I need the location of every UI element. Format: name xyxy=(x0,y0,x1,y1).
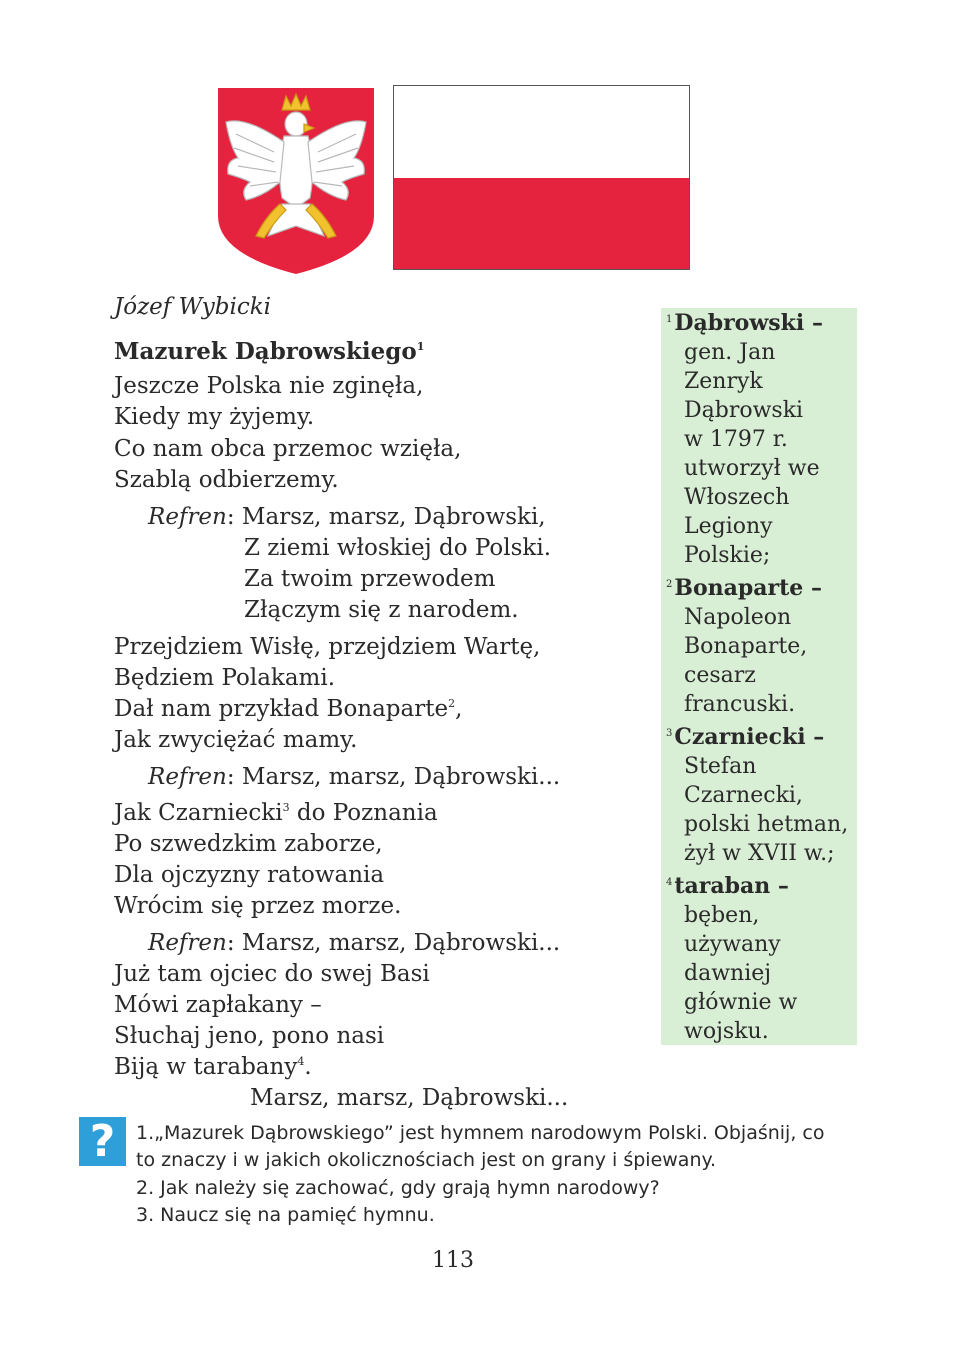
footnote-1-line: utworzył we xyxy=(684,456,820,481)
question-mark-icon: ? xyxy=(79,1117,126,1166)
footnote-3-line: Stefan xyxy=(684,754,757,779)
footnote-4-line: bęben, xyxy=(684,903,760,928)
poem-title-text: Mazurek Dąbrowskiego xyxy=(114,338,417,365)
refrain-short-text: : Marsz, marsz, Dąbrowski... xyxy=(226,764,561,790)
refrain-repeat-2 xyxy=(148,928,560,959)
stanza3-line1-rest: do Poznania xyxy=(289,800,438,826)
footnote-1-line: Polskie; xyxy=(684,543,771,568)
refrain-line2: Z ziemi włoskiej do Polski. xyxy=(244,535,552,561)
footnote-4-number: 4 xyxy=(666,877,673,888)
footnote-1-term-text: Dąbrowski – xyxy=(674,310,823,336)
footnote-ref-2: 2 xyxy=(448,697,456,710)
footnote-1-line: Włoszech xyxy=(684,485,790,510)
footnote-2-term-text: Bonaparte – xyxy=(674,575,822,601)
stanza4-line2: Mówi zapłakany – xyxy=(114,992,322,1018)
refrain-line1 xyxy=(148,502,546,533)
stanza1-line1: Jeszcze Polska nie zginęła, xyxy=(114,373,424,399)
footnote-ref-4: 4 xyxy=(297,1055,305,1068)
question-line: 3. Naucz się na pamięć hymnu. xyxy=(136,1204,435,1226)
stanza2-line3 xyxy=(114,694,462,725)
footnote-1-line: Dąbrowski xyxy=(684,398,804,423)
footnote-3-line: Czarnecki, xyxy=(684,783,803,808)
stanza3-line1-text: Jak Czarniecki xyxy=(114,800,283,826)
footnote-3-line: polski hetman, xyxy=(684,812,849,837)
footnote-4-term-text: taraban – xyxy=(674,873,789,899)
poem-author: Józef Wybicki xyxy=(114,294,272,320)
refrain-first-text: : Marsz, marsz, Dąbrowski, xyxy=(226,504,546,530)
footnote-4-term xyxy=(666,872,789,901)
footnote-2-line: francuski. xyxy=(684,692,796,717)
footnote-3-term xyxy=(666,723,824,752)
stanza1-line4: Szablą odbierzemy. xyxy=(114,467,339,493)
footnote-ref-3: 3 xyxy=(282,801,290,814)
refrain-repeat-1 xyxy=(148,762,560,793)
stanza2-line4: Jak zwyciężać mamy. xyxy=(114,727,358,753)
footnote-4-line: dawniej xyxy=(684,961,772,986)
flag-white-stripe xyxy=(394,86,689,178)
footnote-1-line: w 1797 r. xyxy=(684,427,788,452)
question-line: 1.„Mazurek Dąbrowskiego” jest hymnem narodowym Polski. Objaśnij, co xyxy=(136,1122,825,1144)
question-line: 2. Jak należy się zachować, gdy grają hymn narodowy? xyxy=(136,1177,660,1199)
refrain-label: Refren xyxy=(148,930,227,956)
refrain-short-text: : Marsz, marsz, Dąbrowski... xyxy=(226,930,561,956)
stanza3-line2: Po szwedzkim zaborze, xyxy=(114,831,383,857)
footnote-4-line: głównie w xyxy=(684,990,798,1015)
stanza2-line3-punct: , xyxy=(455,696,463,722)
polish-flag xyxy=(393,85,690,270)
stanza2-line1: Przejdziem Wisłę, przejdziem Wartę, xyxy=(114,634,541,660)
footnote-2-line: Napoleon xyxy=(684,605,792,630)
polish-eagle-emblem xyxy=(216,86,376,276)
footnote-1-number: 1 xyxy=(666,314,673,325)
question-line: to znaczy i w jakich okolicznościach jest on grany i śpiewany. xyxy=(136,1149,717,1171)
footnote-1-term xyxy=(666,309,823,338)
stanza4-line4-text: Biją w tarabany xyxy=(114,1054,298,1080)
refrain-line3: Za twoim przewodem xyxy=(244,566,496,592)
stanza4-line3: Słuchaj jeno, pono nasi xyxy=(114,1023,385,1049)
stanza4-line4 xyxy=(114,1052,312,1083)
stanza3-line1 xyxy=(114,798,438,829)
footnote-ref-1: 1 xyxy=(416,340,425,353)
footnote-2-line: cesarz xyxy=(684,663,756,688)
refrain-label: Refren xyxy=(148,504,227,530)
stanza1-line3: Co nam obca przemoc wzięła, xyxy=(114,436,462,462)
refrain-label: Refren xyxy=(148,764,227,790)
stanza4-line4-punct: . xyxy=(304,1054,312,1080)
page-number: 113 xyxy=(432,1248,474,1273)
footnote-2-term xyxy=(666,574,822,603)
closing-line: Marsz, marsz, Dąbrowski... xyxy=(250,1085,569,1111)
refrain-line4: Złączym się z narodem. xyxy=(244,597,519,623)
footnote-4-line: używany xyxy=(684,932,781,957)
stanza3-line3: Dla ojczyzny ratowania xyxy=(114,862,385,888)
footnote-1-line: Legiony xyxy=(684,514,773,539)
stanza2-line3-text: Dał nam przykład Bonaparte xyxy=(114,696,449,722)
stanza1-line2: Kiedy my żyjemy. xyxy=(114,404,315,430)
footnote-4-line: wojsku. xyxy=(684,1019,769,1044)
stanza2-line2: Będziem Polakami. xyxy=(114,665,336,691)
stanza3-line4: Wrócim się przez morze. xyxy=(114,893,402,919)
footnote-3-term-text: Czarniecki – xyxy=(674,724,825,750)
stanza4-line1: Już tam ojciec do swej Basi xyxy=(114,961,430,987)
footnote-3-number: 3 xyxy=(666,728,673,739)
footnote-2-line: Bonaparte, xyxy=(684,634,808,659)
footnote-3-line: żył w XVII w.; xyxy=(684,841,835,866)
footnote-1-line: Zenryk xyxy=(684,369,763,394)
footnote-1-line: gen. Jan xyxy=(684,340,776,365)
footnote-2-number: 2 xyxy=(666,579,673,590)
poem-title xyxy=(114,336,424,367)
flag-red-stripe xyxy=(394,178,689,270)
